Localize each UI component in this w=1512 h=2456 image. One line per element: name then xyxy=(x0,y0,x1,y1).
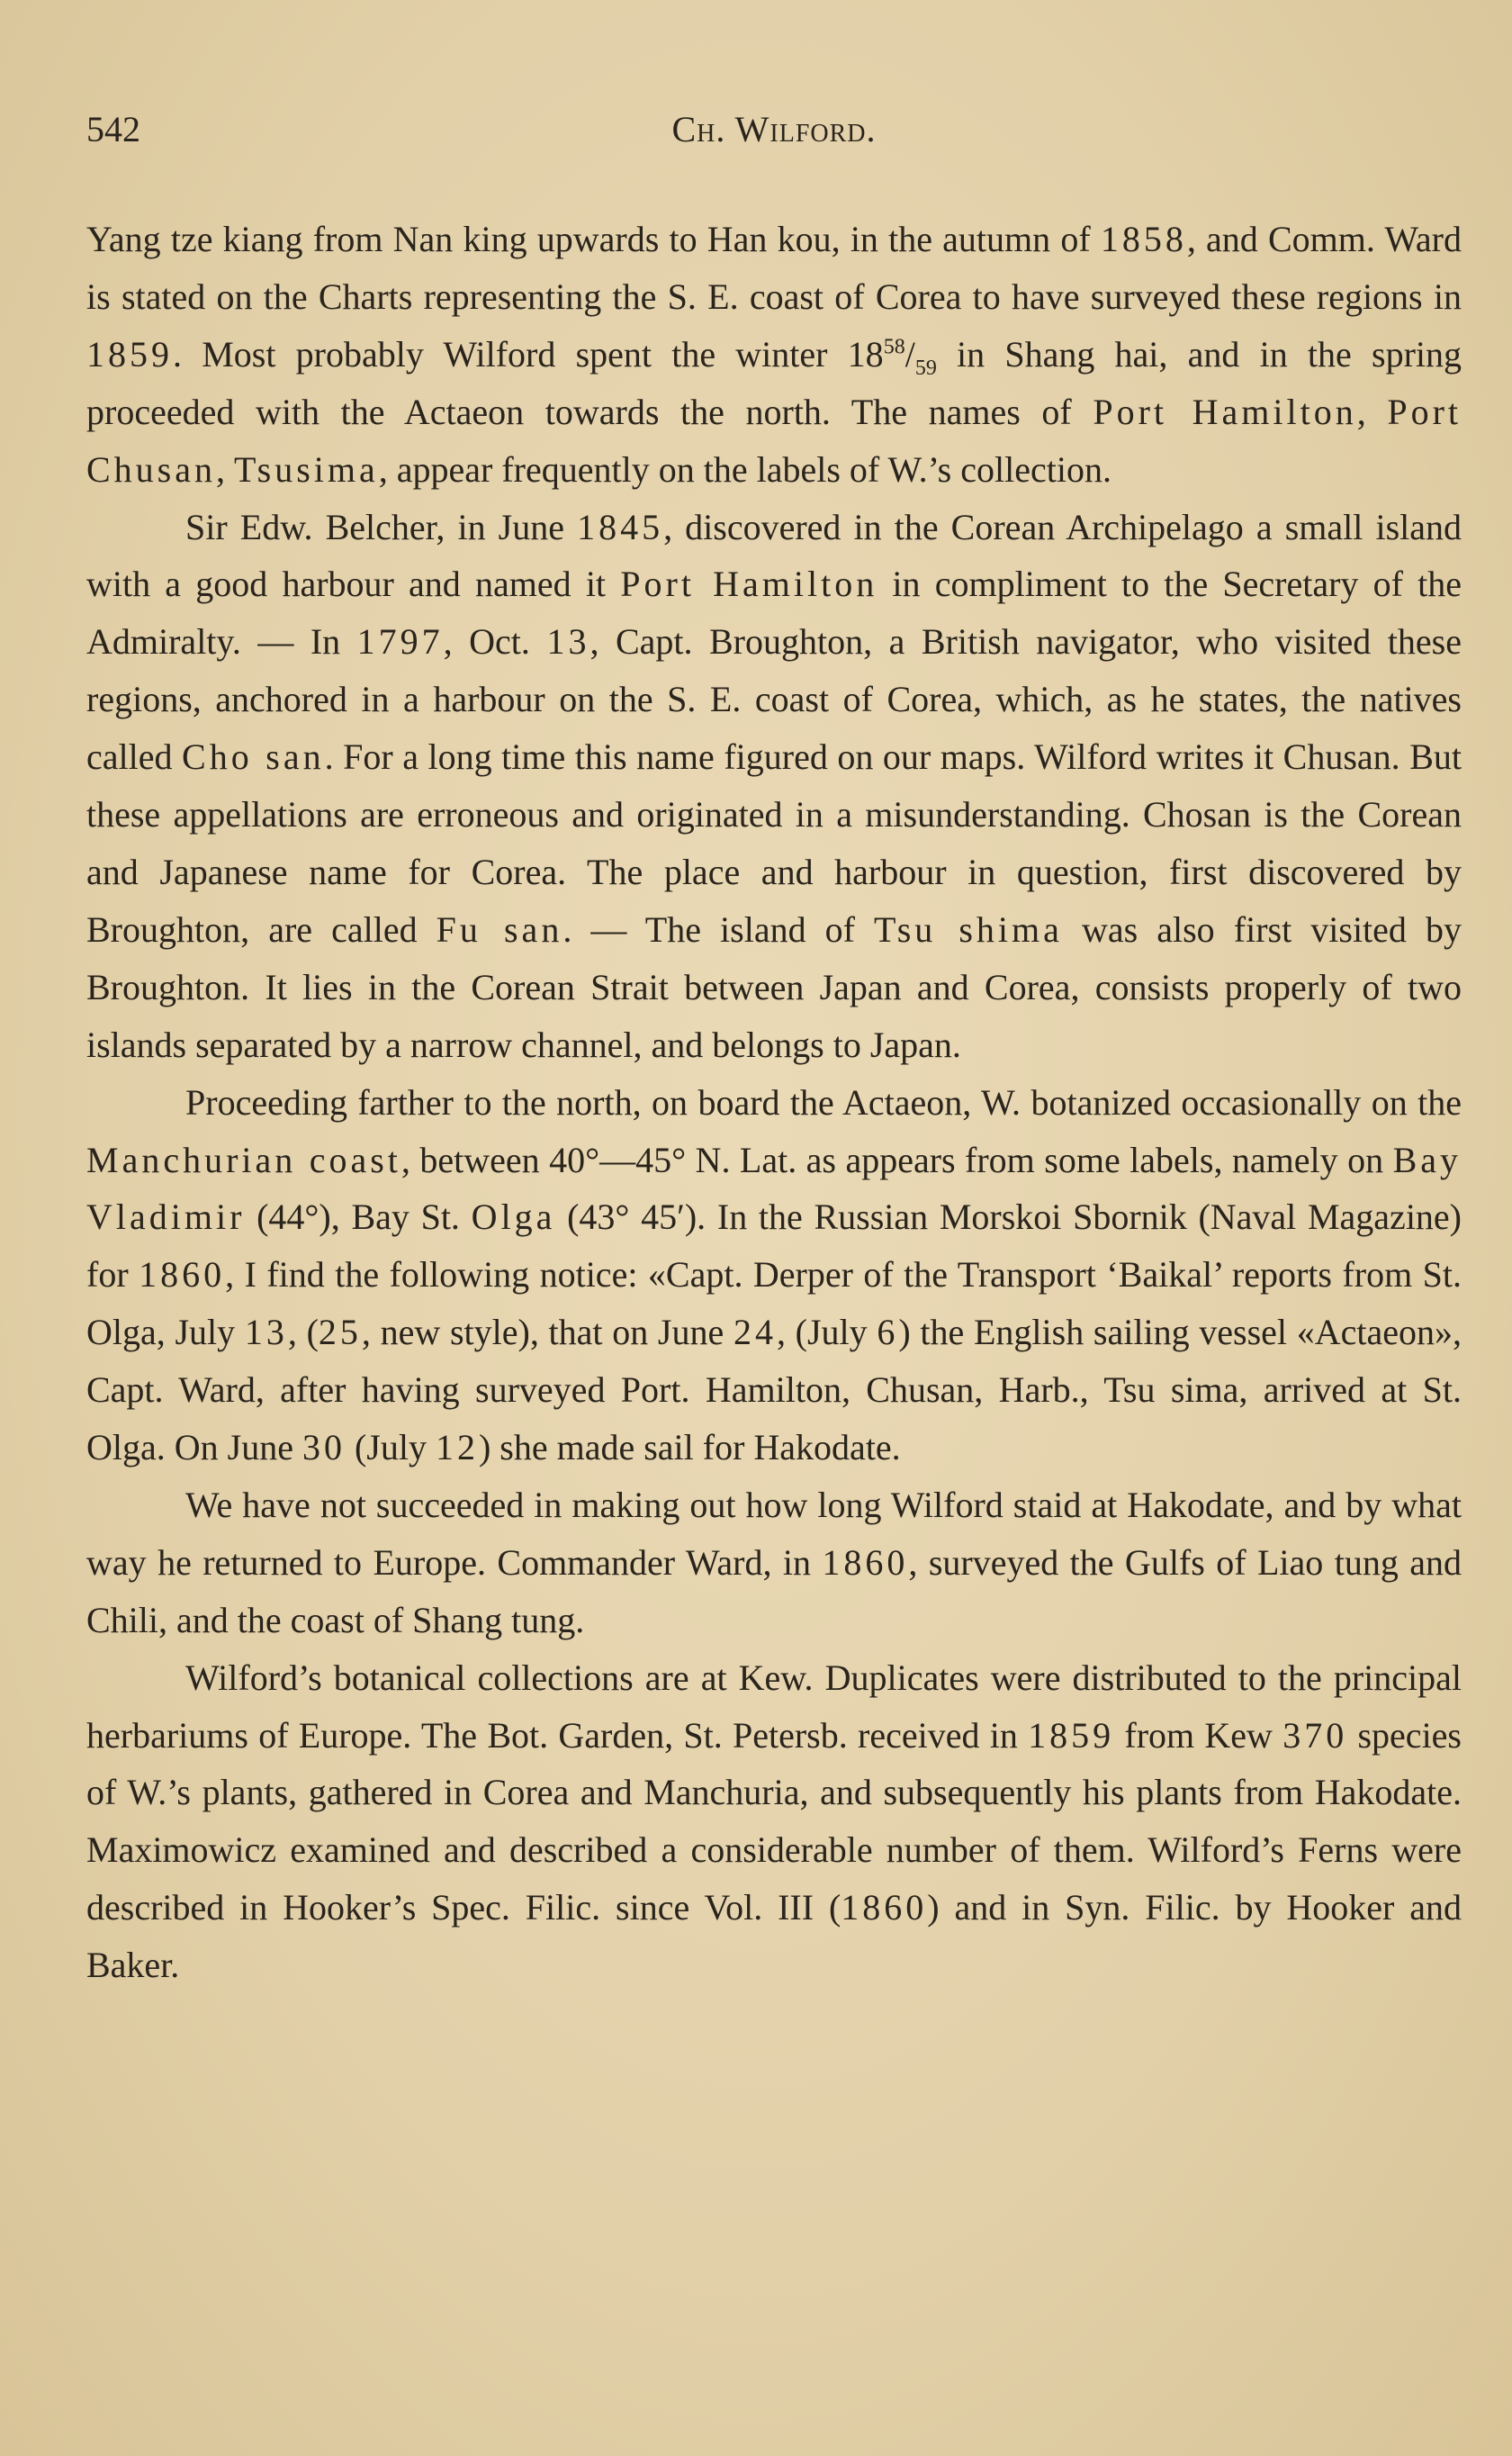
paragraph xyxy=(86,1074,1462,1476)
text-run: ) she made sail for Hakodate. xyxy=(478,1427,901,1468)
text-run: 370 xyxy=(1282,1714,1348,1756)
text-run: , xyxy=(1356,391,1388,432)
text-run: Olga xyxy=(471,1196,556,1238)
text-run: 1860 xyxy=(841,1887,928,1928)
paragraph xyxy=(86,1649,1462,1994)
text-run: Tsusima xyxy=(234,448,379,490)
text-run: Port Hamilton xyxy=(620,564,878,605)
text-run: Port Hamilton xyxy=(1093,391,1357,432)
text-run: (44°), Bay St. xyxy=(245,1196,472,1238)
text-run: 59 xyxy=(914,356,937,380)
text-run: 1860 xyxy=(822,1541,909,1583)
text-run: 12 xyxy=(435,1427,479,1468)
text-run: 13 xyxy=(244,1312,288,1353)
text-run: 1859 xyxy=(86,333,173,375)
text-run: 1858 xyxy=(1100,219,1187,259)
text-run: . Most probably Wilford spent the winter 18 xyxy=(173,333,884,375)
text-run: 1797 xyxy=(356,621,444,663)
body-text xyxy=(86,211,1462,1994)
text-run: . For a long time this name figured on our maps. Wilford writes it Chusan. But these appellations are erroneous and originated in a misunderstanding. Chosan is the Corean and Japanese name for Corea. The place and harbour in question, first discovered by Broughton, are called xyxy=(86,736,1462,950)
text-run: , appear frequently on the labels of W.’s collection. xyxy=(378,448,1112,490)
text-run: . — The island of xyxy=(562,908,875,950)
text-run: Tsu shima xyxy=(874,908,1063,950)
text-run: 58 xyxy=(883,335,905,359)
text-run: Bay Vladimir xyxy=(86,1139,1462,1238)
paragraph xyxy=(86,211,1462,499)
text-run: , xyxy=(216,448,234,490)
text-run: ) the English sailing vessel «Actaeon», Capt. Ward, after having surveyed Port. Hamilton, Chusan, Harb., Tsu sima, arrived at St. Olga. On June xyxy=(86,1312,1462,1468)
text-run: / xyxy=(904,333,915,375)
text-run: Fu san xyxy=(436,908,563,950)
text-run: 6 xyxy=(877,1312,899,1353)
text-run: We have not succeeded in making out how long Wilford staid at Hakodate, and by what way he returned to Europe. Commander Ward, in xyxy=(86,1484,1462,1583)
page-content xyxy=(86,99,1462,1986)
text-run: ) and in Syn. Filic. by Hooker and Baker. xyxy=(86,1887,1462,1986)
text-run: , surveyed the Gulfs of Liao tung and Chili, and the coast of Shang tung. xyxy=(86,1541,1462,1640)
text-run: Cho san xyxy=(182,736,325,778)
paragraph xyxy=(86,1476,1462,1649)
text-run: , new style), that on June xyxy=(361,1312,734,1353)
text-run: 30 xyxy=(302,1427,346,1468)
text-run: in Shang hai, and in the spring proceeded with the Actaeon towards the north. The names of xyxy=(86,333,1462,432)
text-run: 25 xyxy=(318,1312,362,1353)
text-run: Manchurian coast xyxy=(86,1139,401,1180)
text-run: Yang tze kiang from Nan king upwards to Han kou, in the autumn of xyxy=(86,219,1101,259)
text-run: species of W.’s plants, gathered in Corea and Manchuria, and subsequently his plants from Hakodate. Maximowicz examined and described a considerable number of them. Wilford’s Ferns were described in Hooker’s Spec. Filic. since Vol. III ( xyxy=(86,1714,1462,1928)
text-run: Wilford’s botanical collections are at Kew. Duplicates were distributed to the principal herbariums of Europe. The Bot. Garden, St. Petersb. received in xyxy=(86,1657,1462,1756)
text-run: 1859 xyxy=(1028,1714,1115,1756)
text-run: , Capt. Broughton, a British navigator, who visited these regions, anchored in a harbour on the S. E. coast of Corea, which, as he states, the natives called xyxy=(86,621,1462,778)
text-run: was also first visited by Broughton. It lies in the Corean Strait between Japan and Corea, consists properly of two islands separated by a narrow channel, and belongs to Japan. xyxy=(86,908,1462,1065)
running-head xyxy=(86,99,1462,162)
text-run: in compliment to the Secretary of the Admiralty. — In xyxy=(86,564,1462,663)
text-run: , discovered in the Corean Archipelago a small island with a good harbour and named it xyxy=(86,506,1462,605)
paragraph xyxy=(86,499,1462,1074)
page-number: 542 xyxy=(86,109,140,149)
text-run: Port Chusan xyxy=(86,391,1462,490)
text-run: Sir Edw. Belcher, in June xyxy=(185,506,578,547)
text-run: , (July xyxy=(776,1312,878,1353)
text-run: Proceeding farther to the north, on board the Actaeon, W. botanized occasionally on the xyxy=(185,1081,1462,1123)
text-run: 1845 xyxy=(577,506,664,547)
text-run: 1860 xyxy=(139,1254,226,1296)
text-run: , between 40°—45° N. Lat. as appears from some labels, namely on xyxy=(400,1139,1393,1180)
text-run: , ( xyxy=(287,1312,319,1353)
text-run: from Kew xyxy=(1114,1714,1283,1756)
text-run: 24 xyxy=(733,1312,777,1353)
text-run: , and Comm. Ward is stated on the Charts representing the S. E. coast of Corea to have surveyed these regions in xyxy=(86,219,1462,317)
text-run: , I find the following notice: «Capt. Derper of the Transport ‘Baikal’ reports from St. Olga, July xyxy=(86,1254,1462,1353)
text-run: (July xyxy=(345,1427,436,1468)
text-run: (43° 45′). In the Russian Morskoi Sbornik (Naval Magazine) for xyxy=(86,1196,1462,1296)
text-run: , Oct. xyxy=(443,621,547,663)
text-run: 13 xyxy=(546,621,590,663)
running-title: Ch. Wilford. xyxy=(671,109,877,149)
